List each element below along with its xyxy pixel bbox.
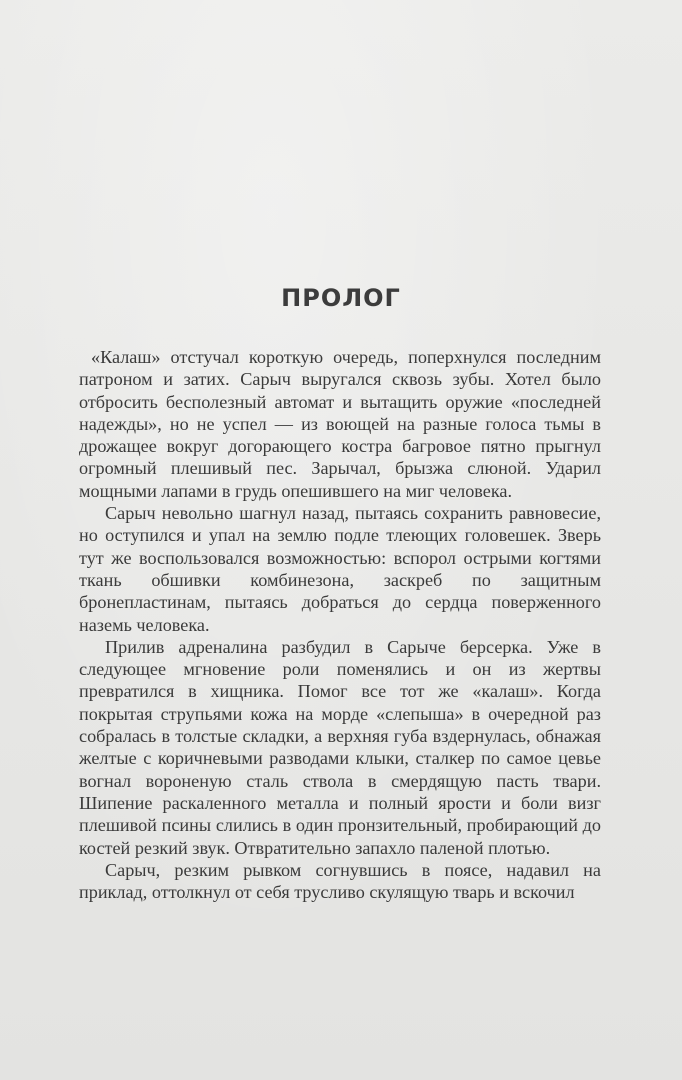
paragraph-1: «Калаш» отстучал короткую очередь, поперхнулся последним патроном и затих. Сарыч выругался сквозь зубы. Хотел было отбросить бесполезный автомат и вытащить оружие «последней надежды», но не успел — из воющей на разные голоса тьмы в дрожащее вокруг догорающего костра багровое пятно прыгнул огромный плешивый пес. Зарычал, брызжа слюной. Ударил мощными лапами в грудь опешившего на миг человека.	[79, 347, 601, 501]
paragraph-3: Прилив адреналина разбудил в Сарыче берсерка. Уже в следующее мгновение роли поменялись и он из жертвы превратился в хищника. Помог все тот же «калаш». Когда покрытая струпьями кожа на морде «слепыша» в очередной раз собралась в толстые складки, а верхняя губа вздернулась, обнажая желтые с коричневыми разводами клыки, сталкер по самое цевье вогнал вороненую сталь ствола в смердящую пасть твари. Шипение раскаленного металла и полный ярости и боли визг плешивой псины слились в один пронзительный, пробирающий до костей резкий звук. Отвратительно запахло паленой плотью.	[79, 636, 601, 858]
paragraph-2: Сарыч невольно шагнул назад, пытаясь сохранить равновесие, но оступился и упал на землю подле тлеющих головешек. Зверь тут же воспользовался возможностью: вспорол острыми когтями ткань обшивки комбинезона, заскреб по защитным бронепластинам, пытаясь добраться до сердца поверженного наземь человека.	[79, 503, 601, 635]
paragraph-4: Сарыч, резким рывком согнувшись в поясе, надавил на приклад, оттолкнул от себя трусливо скулящую тварь и вскочил	[79, 859, 601, 903]
chapter-title: ПРОЛОГ	[281, 284, 401, 312]
body-text	[79, 346, 601, 903]
